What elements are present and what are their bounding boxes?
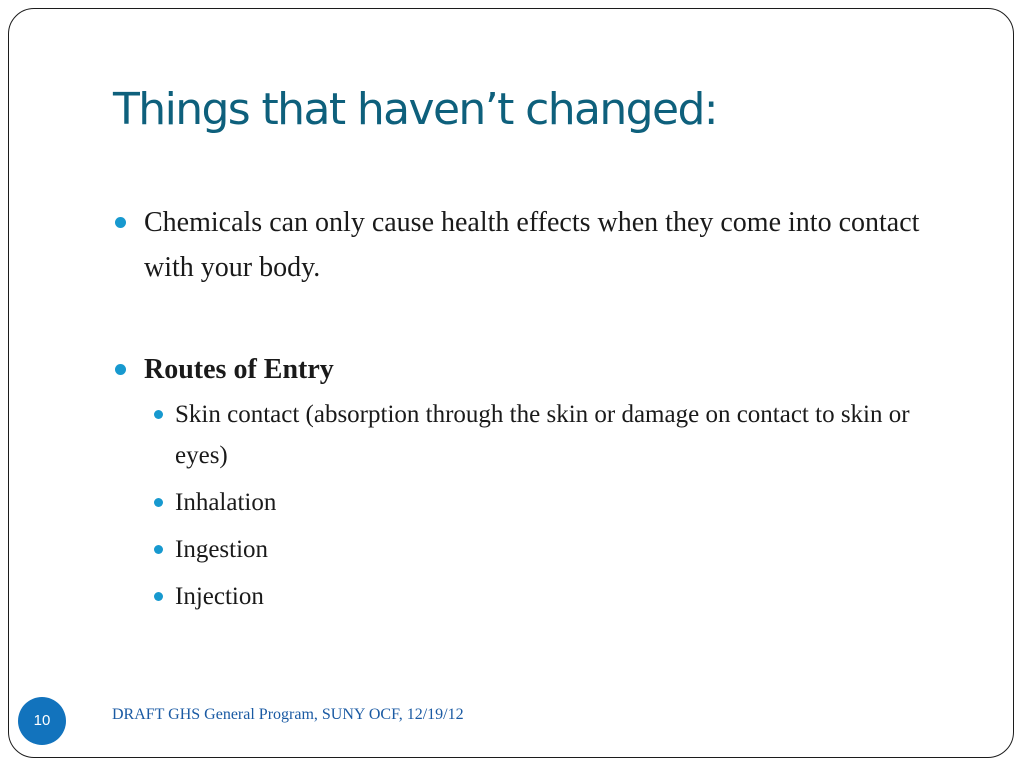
sub-bullet-text: Inhalation	[175, 489, 277, 516]
sub-bullet-text: Injection	[175, 583, 264, 610]
sub-bullet-item	[144, 394, 962, 476]
sub-bullet-item	[144, 529, 962, 570]
sub-bullet-dot-icon	[154, 592, 163, 601]
sub-bullet-dot-icon	[154, 410, 163, 419]
bullet-text: Routes of Entry	[144, 354, 334, 385]
bullet-dot-icon	[115, 364, 126, 375]
sub-bullet-text: Ingestion	[175, 536, 269, 563]
page-number-badge: 10	[18, 697, 66, 745]
sub-bullet-dot-icon	[154, 545, 163, 554]
sub-bullet-item	[144, 576, 962, 617]
bullet-text: Chemicals can only cause health effects when they come into contact with your body.	[144, 207, 920, 283]
bullet-dot-icon	[115, 217, 126, 228]
bullet-item-routes-of-entry	[112, 347, 962, 392]
slide-title: Things that haven’t changed:	[113, 84, 718, 135]
sub-bullet-dot-icon	[154, 498, 163, 507]
sub-bullet-item	[144, 482, 962, 523]
footer-text: DRAFT GHS General Program, SUNY OCF, 12/19/12	[112, 706, 464, 723]
slide-body	[112, 200, 962, 623]
sub-bullet-text: Skin contact (absorption through the skin or damage on contact to skin or eyes)	[175, 401, 910, 469]
bullet-item	[112, 200, 962, 290]
